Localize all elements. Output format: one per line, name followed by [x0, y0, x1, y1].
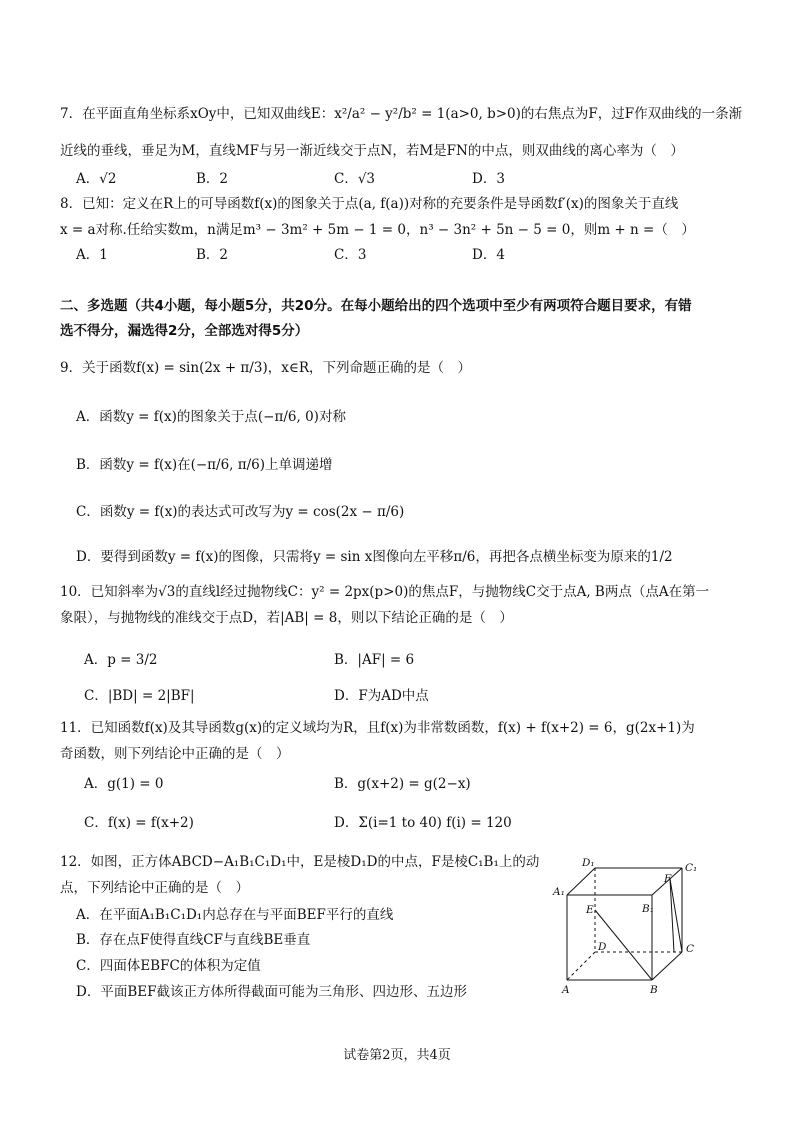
- q12-stem-line1: 12．如图，正方体ABCD−A₁B₁C₁D₁中，E是棱D₁D的中点，F是棱C₁B₁上的动: [60, 854, 540, 870]
- label-b: B: [650, 984, 658, 996]
- q10-option-d: D．F为AD中点: [334, 688, 429, 704]
- label-b1: B₁: [642, 903, 654, 915]
- label-d1: D₁: [582, 857, 595, 869]
- q9-stem: 9．关于函数f(x) = sin(2x + π/3)，x∈R，下列命题正确的是（ ）: [60, 360, 471, 376]
- q9-option-c: C．函数y = f(x)的表达式可改写为y = cos(2x − π/6): [76, 504, 405, 520]
- q10-stem-line1: 10．已知斜率为√3的直线l经过抛物线C：y² = 2px(p>0)的焦点F，与抛物线C交于点A, B两点（点A在第一: [60, 584, 710, 600]
- q9-option-d: D．要得到函数y = f(x)的图像，只需将y = sin x图像向左平移π/6，再把各点横坐标变为原来的1/2: [76, 549, 673, 565]
- q12-stem-line2: 点，下列结论中正确的是（ ）: [60, 880, 249, 896]
- q8-stem-line1: 8．已知：定义在R上的可导函数f(x)的图象关于点(a, f(a))对称的充要条件是导函数f′(x)的图象关于直线: [60, 196, 679, 212]
- q7-option-d: D．3: [472, 171, 505, 187]
- q12-option-b: B．存在点F使得直线CF与直线BE垂直: [76, 932, 311, 948]
- label-d: D: [598, 941, 607, 953]
- edge-da-hidden: [567, 952, 595, 980]
- q8-option-a: A．1: [76, 247, 108, 263]
- q11-option-c: C．f(x) = f(x+2): [84, 815, 194, 831]
- q8-option-c: C．3: [334, 247, 367, 263]
- q11-option-b: B．g(x+2) = g(2−x): [334, 776, 471, 792]
- q9-option-b: B．函数y = f(x)在(−π/6, π/6)上单调递增: [76, 457, 333, 473]
- label-c1: C₁: [685, 862, 698, 874]
- q10-option-c: C．|BD| = 2|BF|: [84, 688, 195, 704]
- q8-stem-line2: x = a对称.任给实数m，n满足m³ − 3m² + 5m − 1 = 0，n³ − 3n² + 5n − 5 = 0，则m + n =（ ）: [60, 222, 695, 238]
- q7-stem-line2: 近线的垂线，垂足为M，直线MF与另一渐近线交于点N，若M是FN的中点，则双曲线的离心率为（ ）: [60, 143, 684, 159]
- q7-option-b: B．2: [196, 171, 229, 187]
- label-e: E: [586, 904, 594, 916]
- q8-option-d: D．4: [472, 247, 505, 263]
- q8-option-b: B．2: [196, 247, 229, 263]
- q12-option-a: A．在平面A₁B₁C₁D₁内总存在与平面BEF平行的直线: [76, 907, 394, 923]
- q11-option-a: A．g(1) = 0: [84, 776, 164, 792]
- page-footer: 试卷第2页，共4页: [343, 1048, 451, 1063]
- label-a1: A₁: [553, 886, 565, 898]
- q7-option-a: A．√2: [76, 171, 117, 187]
- q10-option-b: B．|AF| = 6: [334, 652, 415, 668]
- edge-cb: [652, 952, 682, 980]
- q9-option-a: A．函数y = f(x)的图象关于点(−π/6, 0)对称: [76, 409, 346, 425]
- q7-stem-line1: 7．在平面直角坐标系xOy中，已知双曲线E：x²/a² − y²/b² = 1(a>0, b>0)的右焦点为F，过F作双曲线的一条渐: [60, 106, 743, 122]
- section-heading-line2: 选不得分，漏选得2分，全部选对得5分）: [60, 323, 309, 339]
- q12-option-d: D．平面BEF截该正方体所得截面可能为三角形、四边形、五边形: [76, 984, 467, 1000]
- section-heading-line1: 二、多选题（共4小题，每小题5分，共20分。在每小题给出的四个选项中至少有两项符合题目要求，有错: [60, 298, 692, 314]
- q11-stem-line1: 11．已知函数f(x)及其导函数g(x)的定义域均为R，且f(x)为非常数函数，f(x) + f(x+2) = 6，g(2x+1)为: [60, 720, 695, 736]
- q7-option-c: C．√3: [334, 171, 376, 187]
- q10-option-a: A．p = 3/2: [84, 652, 158, 668]
- label-c: C: [686, 943, 695, 955]
- q12-option-c: C．四面体EBFC的体积为定值: [76, 958, 261, 974]
- q11-stem-line2: 奇函数，则下列结论中正确的是（ ）: [60, 746, 290, 762]
- edge-a1d1: [567, 868, 595, 895]
- label-a: A: [562, 984, 570, 996]
- q11-option-d: D．Σ(i=1 to 40) f(i) = 120: [334, 815, 512, 831]
- label-f: F: [664, 873, 672, 885]
- q10-stem-line2: 象限），与抛物线的准线交于点D，若|AB| = 8，则以下结论正确的是（ ）: [60, 610, 513, 626]
- cube-figure: [552, 852, 712, 997]
